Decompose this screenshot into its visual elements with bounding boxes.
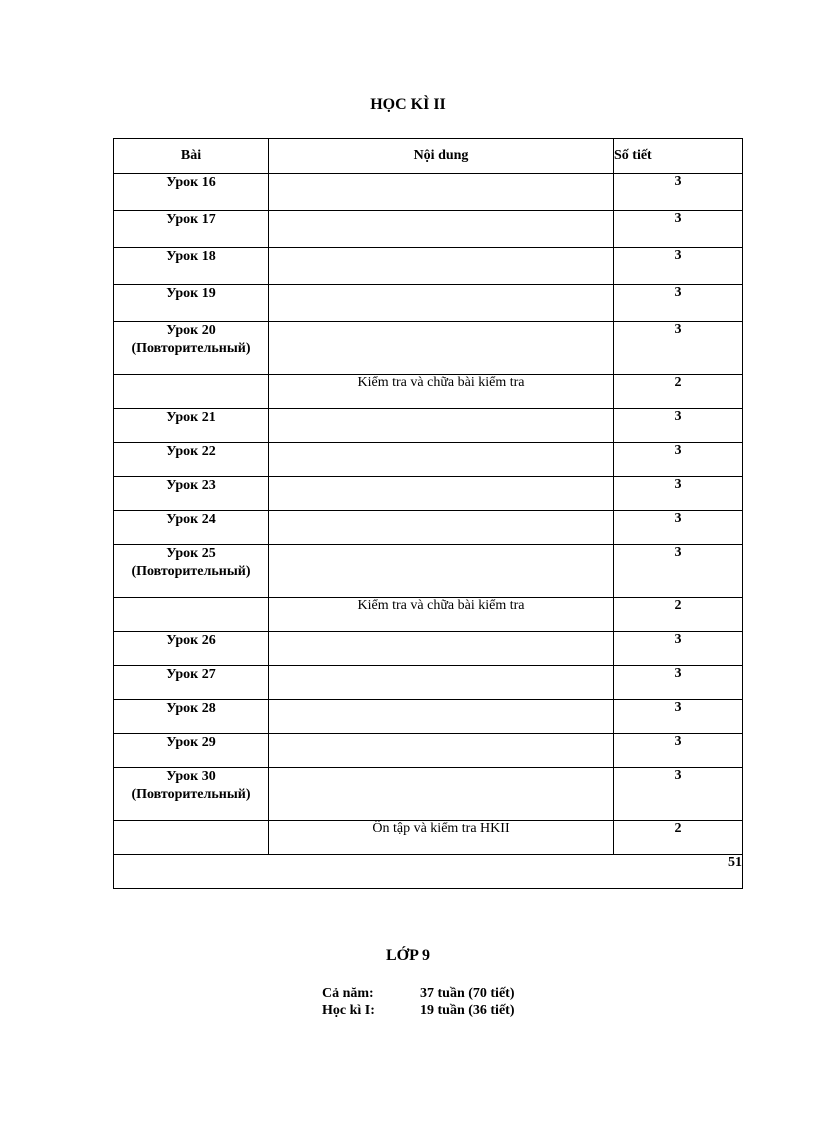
periods-cell: 3 [614,700,743,734]
lesson-name: Урок 25 [166,546,216,561]
content-cell [269,768,614,821]
table-row [114,632,743,666]
content-cell [269,248,614,285]
schedule-table [113,138,743,889]
content-cell [269,174,614,211]
total-periods: 51 [114,855,743,889]
lesson-note: (Повторительный) [131,341,251,356]
periods-cell: 3 [614,211,743,248]
table-row [114,545,743,598]
header-content: Nội dung [269,139,614,174]
table-row [114,511,743,545]
content-cell [269,322,614,375]
header-periods: Số tiết [614,139,743,174]
lesson-cell [114,768,269,821]
lesson-cell: Урок 26 [114,632,269,666]
periods-cell: 3 [614,511,743,545]
lesson-cell: Урок 23 [114,477,269,511]
table-row [114,700,743,734]
header-lesson: Bài [114,139,269,174]
lesson-cell [114,598,269,632]
table-row [114,477,743,511]
summary-label: Học kì I: [322,1003,375,1018]
periods-cell: 3 [614,666,743,700]
table-row [114,768,743,821]
periods-cell: 3 [614,768,743,821]
content-cell [269,666,614,700]
periods-cell: 3 [614,322,743,375]
lesson-cell [114,375,269,409]
summary-label: Cả năm: [322,986,374,1001]
periods-cell: 2 [614,821,743,855]
content-cell [269,700,614,734]
lesson-cell [114,821,269,855]
lesson-cell: Урок 19 [114,285,269,322]
table-row [114,821,743,855]
content-cell: Kiểm tra và chữa bài kiểm tra [269,598,614,632]
lesson-name: Урок 20 [166,323,216,338]
lesson-cell: Урок 22 [114,443,269,477]
lesson-cell [114,545,269,598]
summary-row-semester [322,1002,515,1019]
table-row [114,322,743,375]
periods-cell: 3 [614,248,743,285]
grade-title: LỚP 9 [385,947,430,964]
lesson-name: Урок 30 [166,769,216,784]
lesson-note: (Повторительный) [131,564,251,579]
table-row [114,285,743,322]
content-cell [269,734,614,768]
table-row [114,409,743,443]
lesson-note: (Повторительный) [131,787,251,802]
content-cell [269,285,614,322]
lesson-cell: Урок 18 [114,248,269,285]
content-cell: Kiểm tra và chữa bài kiểm tra [269,375,614,409]
content-cell [269,443,614,477]
content-cell [269,545,614,598]
summary-value: 19 tuần (36 tiết) [420,1003,515,1018]
content-cell [269,632,614,666]
lesson-cell: Урок 16 [114,174,269,211]
content-cell [269,477,614,511]
table-row [114,248,743,285]
lesson-cell: Урок 29 [114,734,269,768]
table-header-row [114,139,743,174]
table-row [114,211,743,248]
summary-value: 37 tuần (70 tiết) [420,986,515,1001]
periods-cell: 3 [614,285,743,322]
lesson-cell: Урок 27 [114,666,269,700]
table-row [114,443,743,477]
periods-cell: 2 [614,375,743,409]
lesson-cell: Урок 24 [114,511,269,545]
table-row [114,174,743,211]
periods-cell: 3 [614,632,743,666]
page-title: HỌC KÌ II [370,96,446,113]
periods-cell: 2 [614,598,743,632]
content-cell: Ôn tập và kiểm tra HKII [269,821,614,855]
periods-cell: 3 [614,545,743,598]
periods-cell: 3 [614,409,743,443]
periods-cell: 3 [614,174,743,211]
table-row [114,666,743,700]
periods-cell: 3 [614,477,743,511]
lesson-cell: Урок 28 [114,700,269,734]
table-row [114,734,743,768]
periods-cell: 3 [614,443,743,477]
lesson-cell: Урок 17 [114,211,269,248]
periods-cell: 3 [614,734,743,768]
summary-block [322,985,515,1019]
table-row [114,598,743,632]
total-row [114,855,743,889]
summary-row-year [322,985,515,1002]
lesson-cell [114,322,269,375]
content-cell [269,511,614,545]
table-row [114,375,743,409]
lesson-cell: Урок 21 [114,409,269,443]
content-cell [269,409,614,443]
content-cell [269,211,614,248]
